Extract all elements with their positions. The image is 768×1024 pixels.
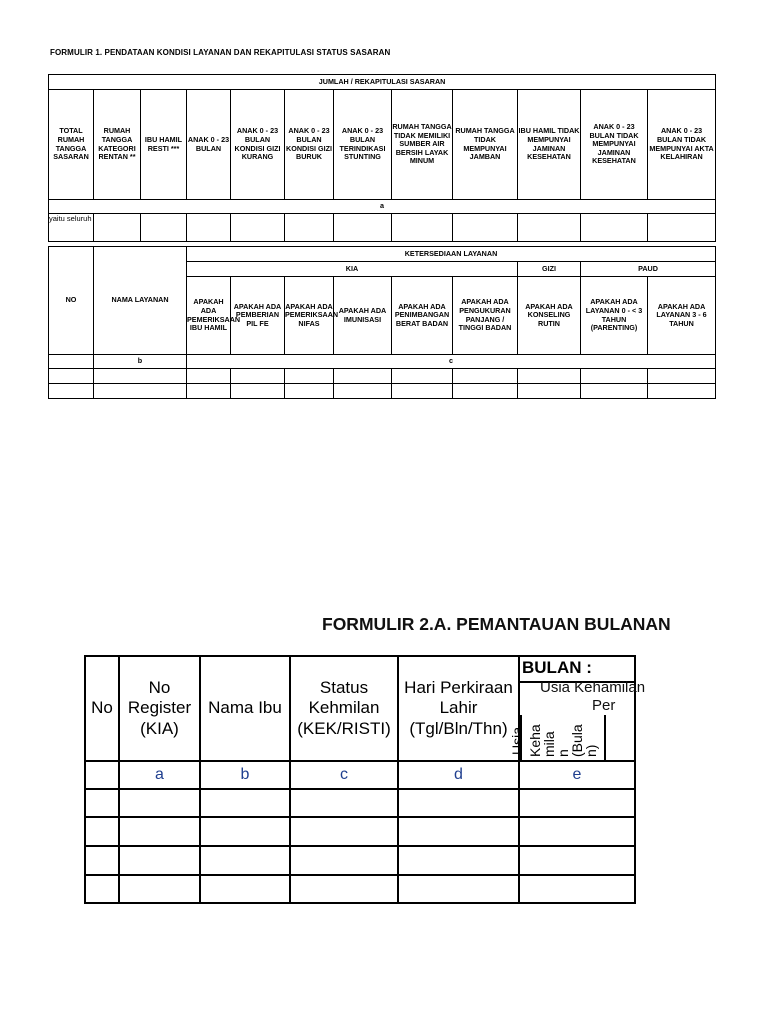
rekap-input-cell[interactable] <box>231 214 285 242</box>
rekap-col-header: ANAK 0 - 23 BULAN <box>187 90 231 200</box>
layanan-cell[interactable] <box>187 384 231 399</box>
layanan-col-header: APAKAH ADA LAYANAN 3 - 6 TAHUN <box>648 277 716 355</box>
entry-cell[interactable] <box>200 817 290 846</box>
layanan-cell[interactable] <box>49 384 94 399</box>
col-status-kehamilan: Status Kehmilan (KEK/RISTI) <box>290 656 398 761</box>
entry-cell[interactable] <box>398 789 519 817</box>
entry-cell[interactable] <box>398 817 519 846</box>
rekap-col-header: IBU HAMIL RESTI *** <box>141 90 187 200</box>
layanan-cell[interactable] <box>392 384 453 399</box>
col-bulan <box>509 656 646 761</box>
entry-cell[interactable] <box>200 789 290 817</box>
code-c: c <box>187 355 716 369</box>
pemantauan-table <box>84 655 646 904</box>
rekap-col-header: ANAK 0 - 23 BULAN KONDISI GIZI BURUK <box>285 90 334 200</box>
entry-cell[interactable] <box>200 846 290 875</box>
per-label: Per <box>592 697 616 714</box>
group-kia: KIA <box>187 262 518 277</box>
layanan-cell[interactable] <box>581 384 648 399</box>
layanan-cell[interactable] <box>334 384 392 399</box>
col-hari-perkiraan-lahir: Hari Perkiraan Lahir (Tgl/Bln/Thn) <box>398 656 519 761</box>
rekap-header: JUMLAH / REKAPITULASI SASARAN <box>49 75 716 90</box>
layanan-cell[interactable] <box>94 384 187 399</box>
nama-layanan-header: NAMA LAYANAN <box>94 247 187 355</box>
rekap-input-cell[interactable] <box>453 214 518 242</box>
layanan-cell[interactable] <box>648 384 716 399</box>
rekap-col-header: TOTAL RUMAH TANGGA SASARAN <box>49 90 94 200</box>
rekap-input-cell[interactable] <box>334 214 392 242</box>
layanan-cell[interactable] <box>392 369 453 384</box>
rekap-input-cell[interactable] <box>141 214 187 242</box>
layanan-col-header: APAKAH ADA LAYANAN 0 - < 3 TAHUN (PARENTING) <box>581 277 648 355</box>
rekap-input-cell[interactable] <box>648 214 716 242</box>
rekap-col-header: RUMAH TANGGA TIDAK MEMILIKI SUMBER AIR BERSIH LAYAK MINUM <box>392 90 453 200</box>
entry-cell[interactable] <box>398 846 519 875</box>
entry-cell[interactable] <box>519 875 635 903</box>
code-e: e <box>519 761 635 789</box>
rekap-code: a <box>49 200 716 214</box>
layanan-cell[interactable] <box>285 369 334 384</box>
layanan-cell[interactable] <box>334 369 392 384</box>
kehamilan-vertical-4: (Bula <box>569 724 585 757</box>
layanan-cell[interactable] <box>285 384 334 399</box>
layanan-cell[interactable] <box>581 369 648 384</box>
kehamilan-vertical-1: Keha <box>527 724 543 757</box>
form2-title: FORMULIR 2.A. PEMANTAUAN BULANAN <box>322 614 671 634</box>
layanan-cell[interactable] <box>231 384 285 399</box>
layanan-col-header: APAKAH ADA PEMERIKSAAN IBU HAMIL <box>187 277 231 355</box>
no-header: NO <box>49 247 94 355</box>
layanan-col-header: APAKAH ADA PENGUKURAN PANJANG / TINGGI BADAN <box>453 277 518 355</box>
kehamilan-vertical-3: n <box>555 749 571 757</box>
layanan-cell[interactable] <box>231 369 285 384</box>
rekap-col-header: ANAK 0 - 23 BULAN TIDAK MEMPUNYAI AKTA KELAHIRAN <box>648 90 716 200</box>
code-cell <box>49 355 94 369</box>
layanan-col-header: APAKAH ADA PEMBERIAN PIL FE <box>231 277 285 355</box>
layanan-cell[interactable] <box>94 369 187 384</box>
entry-cell[interactable] <box>290 789 398 817</box>
rekap-col-header: RUMAH TANGGA TIDAK MEMPUNYAI JAMBAN <box>453 90 518 200</box>
entry-cell[interactable] <box>290 817 398 846</box>
layanan-cell[interactable] <box>518 384 581 399</box>
layanan-cell[interactable] <box>187 369 231 384</box>
rekap-input-cell[interactable] <box>581 214 648 242</box>
layanan-col-header: APAKAH ADA PENIMBANGAN BERAT BADAN <box>392 277 453 355</box>
ketersediaan-header: KETERSEDIAAN LAYANAN <box>187 247 716 262</box>
kehamilan-vertical-2: mila <box>541 731 557 757</box>
entry-cell[interactable] <box>85 846 119 875</box>
code-cell <box>85 761 119 789</box>
layanan-col-header: APAKAH ADA IMUNISASI <box>334 277 392 355</box>
rekap-col-header: RUMAH TANGGA KATEGORI RENTAN ** <box>94 90 141 200</box>
layanan-col-header: APAKAH ADA KONSELING RUTIN <box>518 277 581 355</box>
kehamilan-vertical-5: n) <box>583 744 599 757</box>
entry-cell[interactable] <box>290 846 398 875</box>
entry-cell[interactable] <box>119 789 200 817</box>
rekap-input-cell[interactable] <box>518 214 581 242</box>
code-b: b <box>200 761 290 789</box>
usia-kehamilan-label: Usia Kehamilan <box>540 679 646 696</box>
rekap-col-header: IBU HAMIL TIDAK MEMPUNYAI JAMINAN KESEHATAN <box>518 90 581 200</box>
entry-cell[interactable] <box>119 846 200 875</box>
code-b: b <box>94 355 187 369</box>
rekap-input-cell[interactable] <box>285 214 334 242</box>
entry-cell[interactable] <box>290 875 398 903</box>
layanan-cell[interactable] <box>453 369 518 384</box>
col-no: No <box>85 656 119 761</box>
entry-cell[interactable] <box>85 789 119 817</box>
layanan-col-header: APAKAH ADA PEMERIKSAAN NIFAS <box>285 277 334 355</box>
entry-cell[interactable] <box>519 789 635 817</box>
entry-cell[interactable] <box>119 875 200 903</box>
rekap-input-cell[interactable] <box>392 214 453 242</box>
entry-cell[interactable] <box>119 817 200 846</box>
code-c: c <box>290 761 398 789</box>
entry-cell[interactable] <box>200 875 290 903</box>
usia-vertical-label: Usia <box>509 726 525 755</box>
col-no-register: No Register (KIA) <box>119 656 200 761</box>
entry-cell[interactable] <box>398 875 519 903</box>
rekap-col-header: ANAK 0 - 23 BULAN KONDISI GIZI KURANG <box>231 90 285 200</box>
group-paud: PAUD <box>581 262 716 277</box>
entry-cell[interactable] <box>85 875 119 903</box>
entry-cell[interactable] <box>85 817 119 846</box>
rekap-input-cell[interactable] <box>94 214 141 242</box>
row-note: yaitu seluruh <box>49 214 94 242</box>
rekap-input-cell[interactable] <box>187 214 231 242</box>
layanan-cell[interactable] <box>648 369 716 384</box>
layanan-cell[interactable] <box>453 384 518 399</box>
layanan-table <box>48 246 716 399</box>
rekap-col-header: ANAK 0 - 23 BULAN TERINDIKASI STUNTING <box>334 90 392 200</box>
rekap-col-header: ANAK 0 - 23 BULAN TIDAK MEMPUNYAI JAMINAN KESEHATAN <box>581 90 648 200</box>
layanan-cell[interactable] <box>49 369 94 384</box>
col-nama-ibu: Nama Ibu <box>200 656 290 761</box>
form1-title: FORMULIR 1. PENDATAAN KONDISI LAYANAN DAN REKAPITULASI STATUS SASARAN <box>50 48 391 57</box>
rekap-table <box>48 74 716 242</box>
layanan-cell[interactable] <box>518 369 581 384</box>
bulan-label: BULAN : <box>522 658 592 677</box>
form2-clip <box>84 655 646 903</box>
code-a: a <box>119 761 200 789</box>
group-gizi: GIZI <box>518 262 581 277</box>
code-d: d <box>398 761 519 789</box>
entry-cell[interactable] <box>519 846 635 875</box>
entry-cell[interactable] <box>519 817 635 846</box>
